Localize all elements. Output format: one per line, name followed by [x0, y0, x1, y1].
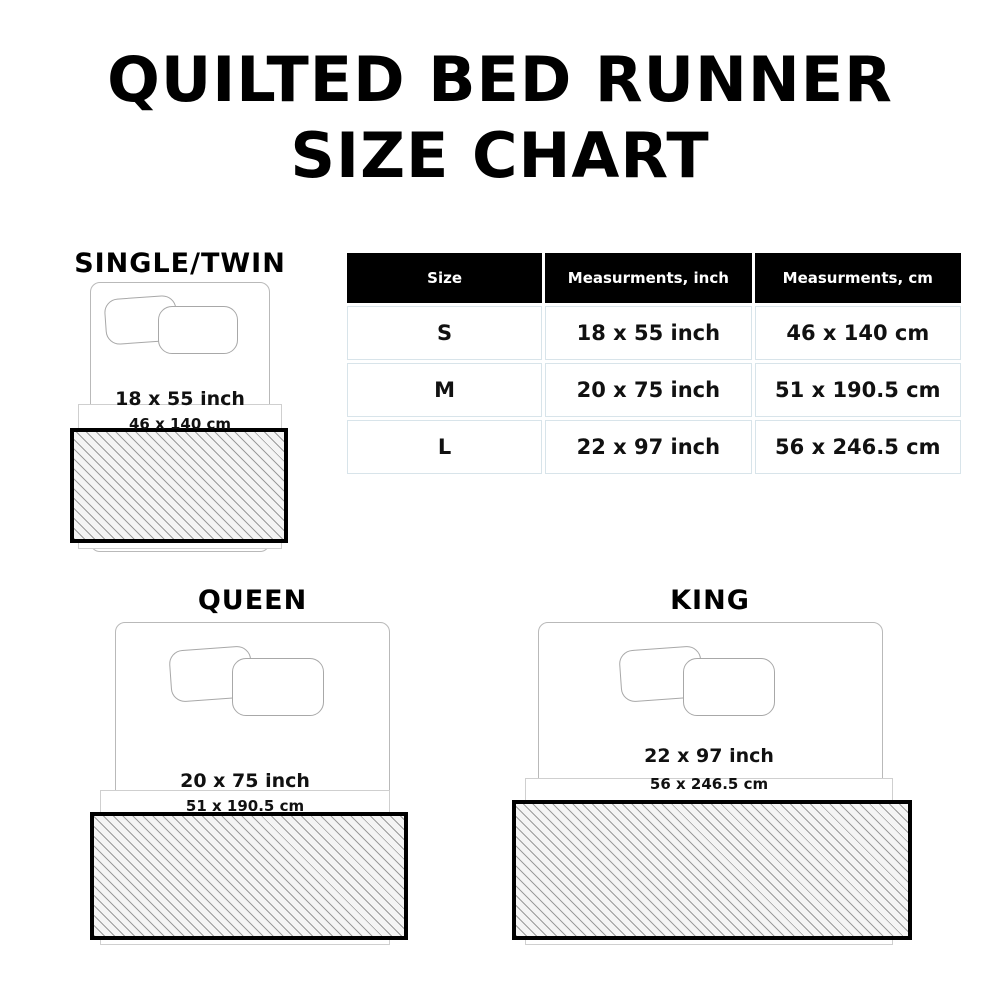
dimension-cm-king: 56 x 246.5 cm [649, 775, 769, 793]
cell-cm-m: 51 x 190.5 cm [755, 363, 961, 417]
cell-inch-s: 18 x 55 inch [545, 306, 751, 360]
title-line-1: QUILTED BED RUNNER [107, 43, 893, 116]
bed-label-single-twin: SINGLE/TWIN [74, 248, 286, 279]
table-header-inch: Measurments, inch [545, 253, 751, 303]
table-header-row [347, 253, 961, 303]
bed-label-king: KING [670, 585, 750, 616]
cell-cm-s: 46 x 140 cm [755, 306, 961, 360]
cell-inch-m: 20 x 75 inch [545, 363, 751, 417]
cell-inch-l: 22 x 97 inch [545, 420, 751, 474]
cell-size-m: M [347, 363, 542, 417]
dimension-inch-king: 22 x 97 inch [644, 745, 774, 767]
bed-runner-queen [90, 812, 408, 940]
table-header-cm: Measurments, cm [755, 253, 961, 303]
pillow-front [158, 306, 238, 354]
bed-runner-single-twin [70, 428, 288, 543]
dimension-cm-queen: 51 x 190.5 cm [185, 797, 305, 815]
cell-cm-l: 56 x 246.5 cm [755, 420, 961, 474]
table-row [347, 420, 961, 474]
page-title [0, 42, 1000, 194]
bed-runner-king [512, 800, 912, 940]
table-header-size: Size [347, 253, 542, 303]
table-row [347, 306, 961, 360]
dimension-inch-queen: 20 x 75 inch [180, 770, 310, 792]
title-line-2: SIZE CHART [290, 119, 710, 192]
cell-size-s: S [347, 306, 542, 360]
dimension-inch-single-twin: 18 x 55 inch [115, 388, 245, 410]
cell-size-l: L [347, 420, 542, 474]
pillow-front [232, 658, 324, 716]
dimension-cm-single-twin: 46 x 140 cm [128, 415, 232, 433]
size-chart-table [344, 250, 964, 477]
bed-label-queen: QUEEN [197, 585, 308, 616]
pillow-front [683, 658, 775, 716]
table-row [347, 363, 961, 417]
